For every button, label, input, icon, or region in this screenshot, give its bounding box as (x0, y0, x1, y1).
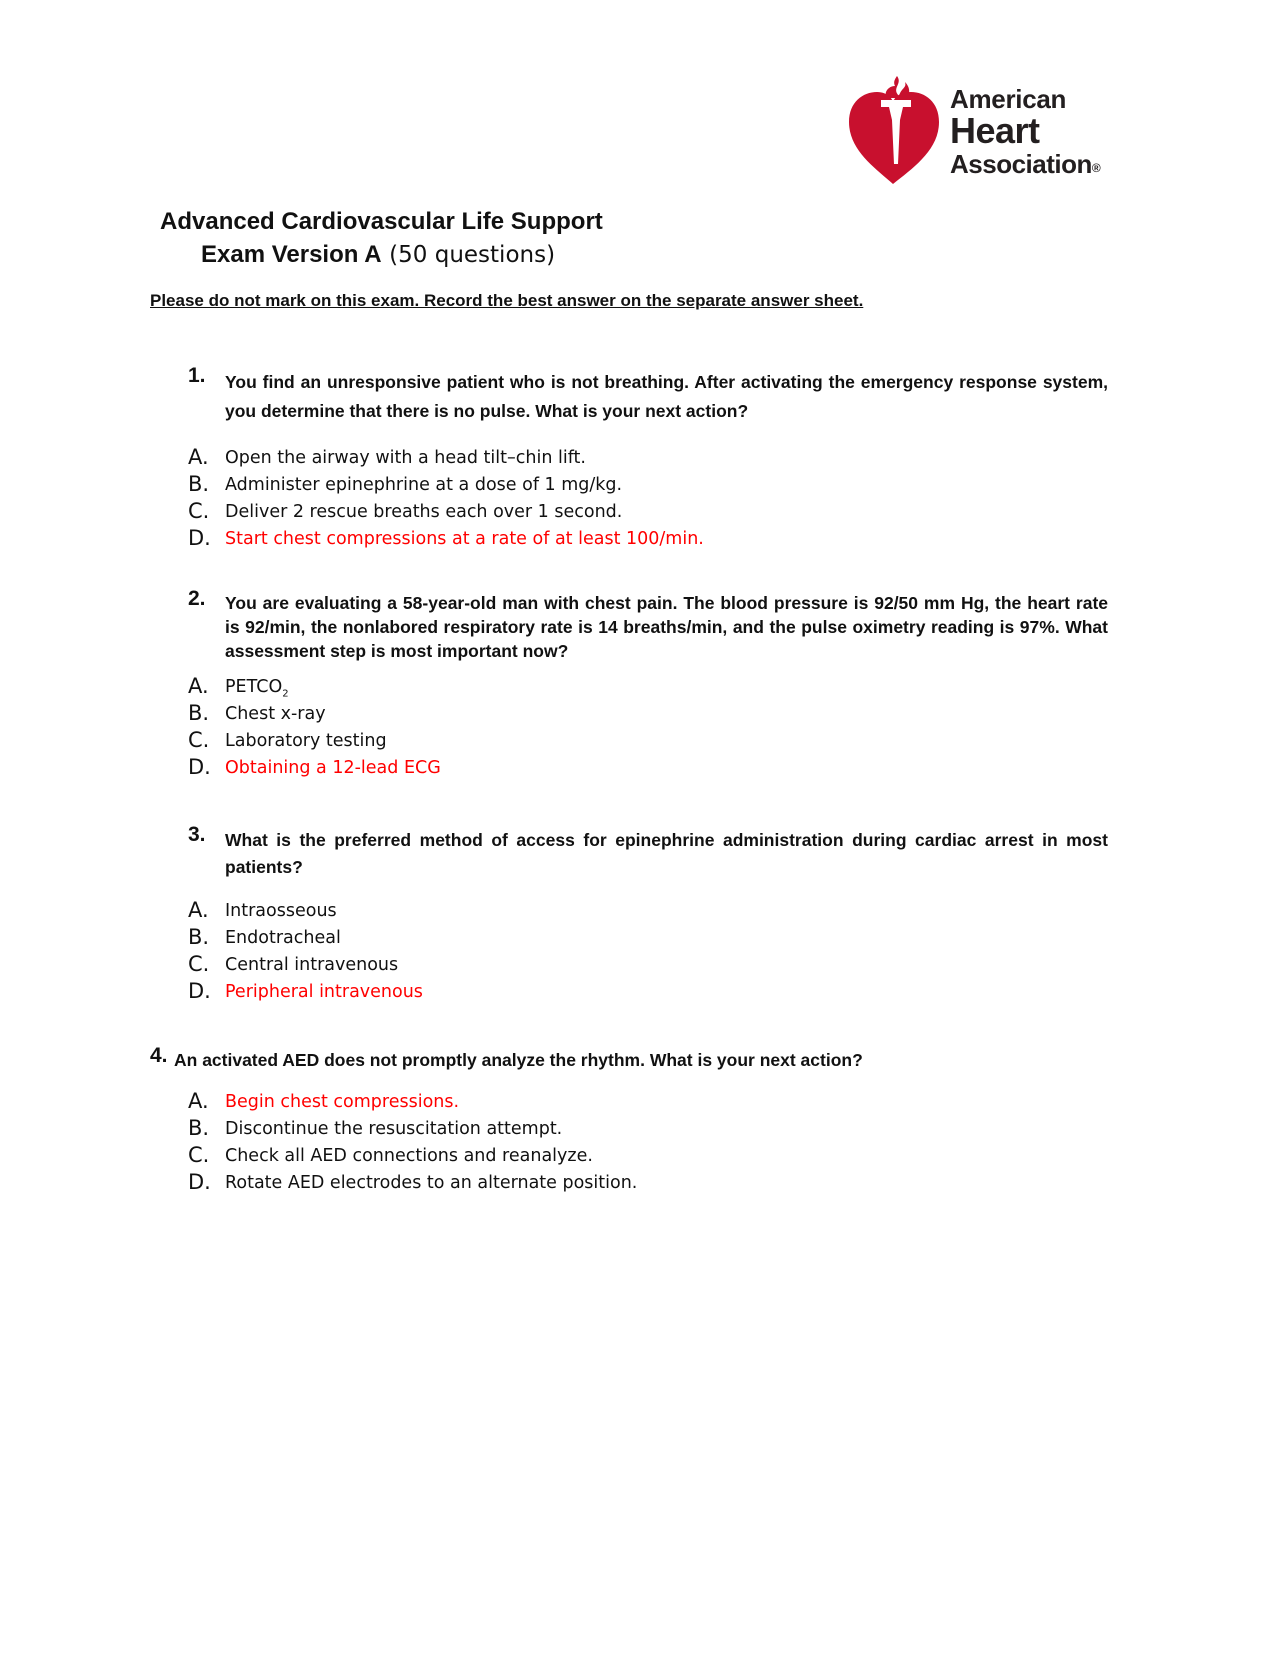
question-2 (188, 587, 1108, 785)
question-text: An activated AED does not promptly analyze the rhythm. What is your next action? (174, 1050, 863, 1070)
logo-line-3: Association (950, 149, 1092, 179)
option-letter: D. (188, 979, 211, 1003)
exam-subtitle (201, 240, 555, 269)
option-d[interactable] (188, 1170, 1110, 1200)
exam-instructions: Please do not mark on this exam. Record the best answer on the separate answer sheet. (150, 291, 864, 310)
option-d[interactable] (188, 755, 1108, 785)
option-text: Obtaining a 12-lead ECG (225, 758, 441, 778)
question-number: 1. (188, 364, 206, 387)
question-text: You find an unresponsive patient who is not breathing. After activating the emergency response system, you determine that there is no pulse. What is your next action? (225, 372, 1108, 421)
option-letter: D. (188, 526, 211, 550)
option-letter: B. (188, 701, 210, 725)
option-b[interactable] (188, 701, 1108, 731)
option-a[interactable] (188, 1089, 1110, 1119)
option-letter: C. (188, 1143, 210, 1167)
question-4 (150, 1044, 1110, 1200)
option-text: Central intravenous (225, 955, 399, 975)
option-text: Intraosseous (225, 901, 337, 921)
option-letter: C. (188, 499, 210, 523)
option-letter: C. (188, 952, 210, 976)
question-text: You are evaluating a 58-year-old man with chest pain. The blood pressure is 92/50 mm Hg, the heart rate is 92/min, the nonlabored respiratory rate is 14 breaths/min, and the pulse oximetry reading is 97%. What assessment step is most important now? (225, 593, 1108, 661)
question-1 (188, 364, 1108, 556)
option-letter: A. (188, 898, 209, 922)
option-text: Deliver 2 rescue breaths each over 1 second. (225, 502, 623, 522)
options-list (188, 1089, 1110, 1200)
question-count: (50 questions) (389, 242, 556, 268)
option-text: Discontinue the resuscitation attempt. (225, 1119, 563, 1139)
question-number: 2. (188, 587, 206, 610)
option-d[interactable] (188, 979, 1108, 1009)
option-letter: C. (188, 728, 210, 752)
option-text: Administer epinephrine at a dose of 1 mg/kg. (225, 475, 623, 495)
option-b[interactable] (188, 472, 1108, 502)
question-number: 4. (150, 1044, 168, 1067)
heart-torch-icon (845, 72, 945, 188)
option-text: Open the airway with a head tilt–chin lift. (225, 448, 586, 468)
question-3 (188, 823, 1108, 1009)
option-text: Endotracheal (225, 928, 341, 948)
question-text: What is the preferred method of access for epinephrine administration during cardiac arrest in most patients? (225, 830, 1108, 877)
option-text: Rotate AED electrodes to an alternate position. (225, 1173, 638, 1193)
option-text: Begin chest compressions. (225, 1092, 460, 1112)
option-c[interactable] (188, 728, 1108, 758)
option-text: Chest x-ray (225, 704, 326, 724)
exam-title: Advanced Cardiovascular Life Support (160, 208, 603, 235)
aha-logo (845, 72, 1135, 188)
option-letter: D. (188, 1170, 211, 1194)
options-list (188, 898, 1108, 1009)
option-letter: B. (188, 925, 210, 949)
option-text: Check all AED connections and reanalyze. (225, 1146, 593, 1166)
subscript-2: 2 (282, 688, 289, 700)
option-letter: D. (188, 755, 211, 779)
option-b[interactable] (188, 1116, 1110, 1146)
question-number: 3. (188, 823, 206, 846)
option-letter: A. (188, 674, 209, 698)
option-a[interactable] (188, 674, 1108, 704)
option-letter: B. (188, 472, 210, 496)
option-c[interactable] (188, 952, 1108, 982)
exam-version: Exam Version A (201, 241, 382, 268)
option-c[interactable] (188, 1143, 1110, 1173)
option-text: Peripheral intravenous (225, 982, 423, 1002)
options-list (188, 674, 1108, 785)
logo-wordmark (950, 86, 1100, 182)
option-letter: A. (188, 445, 209, 469)
option-letter: A. (188, 1089, 209, 1113)
options-list (188, 445, 1108, 556)
logo-line-2: Heart (950, 110, 1040, 151)
option-d[interactable] (188, 526, 1108, 556)
option-a[interactable] (188, 445, 1108, 475)
logo-line-1: American (950, 84, 1067, 114)
option-text: PETCO (225, 677, 283, 697)
registered-mark: ® (1091, 161, 1101, 175)
option-text: Start chest compressions at a rate of at least 100/min. (225, 529, 704, 549)
option-letter: B. (188, 1116, 210, 1140)
option-c[interactable] (188, 499, 1108, 529)
option-b[interactable] (188, 925, 1108, 955)
option-a[interactable] (188, 898, 1108, 928)
option-text: Laboratory testing (225, 731, 387, 751)
